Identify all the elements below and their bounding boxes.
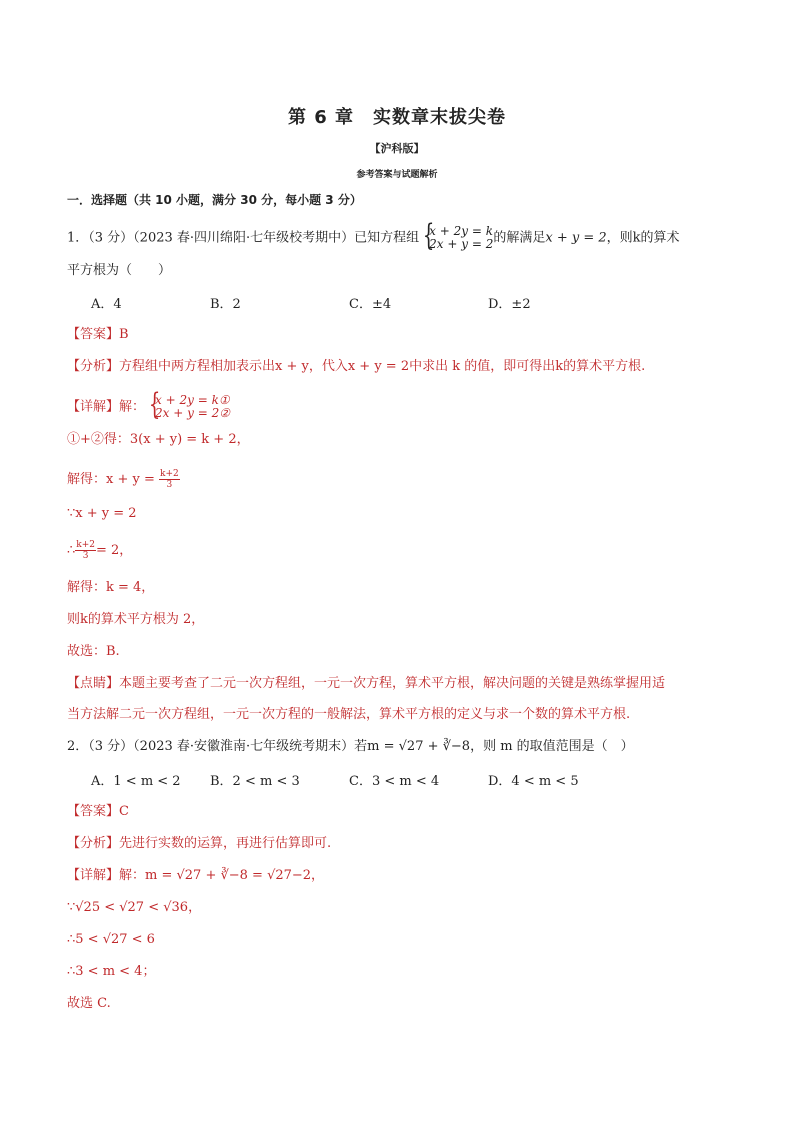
q1-fraction — [159, 469, 180, 490]
q1-step1: ①+②得：3(x + y) = k + 2， — [67, 432, 250, 447]
q1-prefix: 1．（3 分）（2023 春·四川绵阳·七年级校考期中）已知方程组 — [67, 230, 420, 246]
q1-step6: 则k的算术平方根为 2， — [67, 612, 205, 627]
q1-step2 — [67, 469, 180, 490]
q1-equation-system — [419, 225, 493, 251]
q2-option-a: A．1 < m < 2 — [91, 774, 181, 789]
q1-detail-eq1: { x + 2y = k① — [155, 393, 230, 407]
q1-detail-eq2: 2x + y = 2② — [155, 406, 230, 420]
q1-step7: 故选：B. — [67, 644, 120, 659]
q1-comment-line2: 当方法解二元一次方程组，一元一次方程的一般解法，算术平方根的定义与求一个数的算术平方根. — [67, 707, 631, 722]
q1-fraction-num: k+2 — [160, 469, 179, 479]
q1-option-b: B．2 — [210, 297, 241, 312]
q2-option-c: C．3 < m < 4 — [349, 774, 440, 789]
q1-eq1: { x + 2y = k — [429, 224, 493, 238]
page-title: 第 6 章 实数章末拔尖卷 — [287, 107, 507, 128]
q1-answer: 【答案】B — [67, 327, 129, 342]
q2-stem: 2．（3 分）（2023 春·安徽淮南·七年级统考期末）若m = √27 + ∛−8，则 m 的取值范围是（ ） — [67, 739, 634, 754]
q1-eq2: 2x + y = 2 — [429, 237, 494, 251]
q1-detail-label: 【详解】解： — [67, 399, 146, 415]
q1-step4-fraction-den: 3 — [82, 551, 89, 561]
section-heading: 一．选择题（共 10 小题，满分 30 分，每小题 3 分） — [67, 193, 362, 207]
q1-option-c: C．±4 — [349, 297, 392, 312]
q1-step3: ∵x + y = 2 — [67, 506, 137, 521]
q1-comment-line1: 【点睛】本题主要考查了二元一次方程组，一元一次方程，算术平方根，解决问题的关键是熟练掌握用适 — [67, 676, 666, 691]
q1-option-a: A．4 — [91, 297, 122, 312]
q2-step2: ∴5 < √27 < 6 — [67, 932, 155, 947]
q1-stem — [67, 225, 680, 251]
q2-step3: ∴3 < m < 4； — [67, 964, 156, 979]
q1-step2-prefix: 解得：x + y = — [67, 472, 159, 487]
q1-fraction-den: 3 — [166, 480, 173, 490]
q1-step4-fraction — [75, 540, 96, 561]
q1-middle: 的解满足 — [493, 230, 546, 246]
q1-step4-prefix: ∴ — [67, 543, 76, 558]
q2-option-b: B．2 < m < 3 — [210, 774, 300, 789]
q2-step4: 故选 C. — [67, 996, 111, 1011]
q1-analysis: 【分析】方程组中两方程相加表示出x + y，代入x + y = 2中求出 k 的值，即可得出k的算术平方根. — [67, 359, 646, 374]
q1-step4-fraction-num: k+2 — [76, 540, 96, 550]
q1-step5: 解得：k = 4， — [67, 580, 155, 595]
q1-suffix: ，则k的算术 — [606, 230, 680, 246]
q2-answer: 【答案】C — [67, 804, 129, 819]
q1-step4 — [67, 540, 132, 561]
q1-condition: x + y = 2 — [545, 230, 607, 246]
q1-step4-suffix: = 2， — [96, 543, 133, 558]
answers-subtitle: 参考答案与试题解析 — [356, 170, 438, 180]
q2-option-d: D．4 < m < 5 — [488, 774, 579, 789]
q2-step1: ∵√25 < √27 < √36， — [67, 900, 202, 915]
q2-analysis: 【分析】先进行实数的运算，再进行估算即可. — [67, 836, 332, 851]
edition-label: 【沪科版】 — [369, 142, 425, 155]
q1-option-d: D．±2 — [488, 297, 531, 312]
q1-detail-system — [145, 394, 230, 420]
q2-detail: 【详解】解：m = √27 + ∛−8 = √27−2， — [67, 868, 325, 883]
q1-detail — [67, 394, 230, 420]
q1-stem-line2: 平方根为（ ） — [67, 263, 172, 278]
